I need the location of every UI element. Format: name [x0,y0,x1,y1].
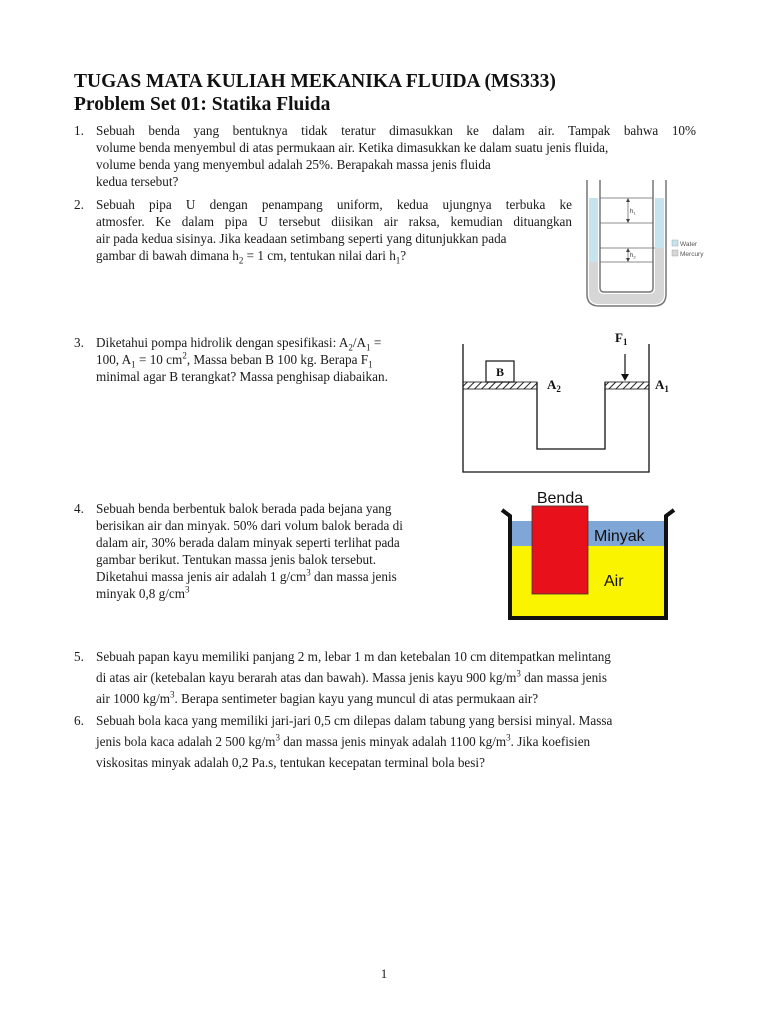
problem-5-line-1: Sebuah papan kayu memiliki panjang 2 m, lebar 1 m dan ketebalan 10 cm ditempatkan melintang [96,649,611,664]
problem-1-line-2: volume benda menyembul di atas permukaan air. Ketika dimasukkan ke dalam suatu jenis fluida, [96,140,609,155]
problem-4-line-5: Diketahui massa jenis air adalah 1 $g/cm^3$ dan massa jenis [96,567,397,584]
legend-mercury-swatch [672,250,678,256]
problem-6-line-1: Sebuah bola kaca yang memiliki jari-jari 0,5 cm dilepas dalam tabung yang bersisi minyal. Massa [96,713,613,728]
utube-outline [587,180,666,306]
load-b-label: B [495,365,505,379]
problem-1-line-1: Sebuah benda yang bentuknya tidak teratur dimasukkan ke dalam air. Tampak bahwa 10% [96,123,696,138]
benda-label: Benda [536,490,584,507]
water-left [589,198,598,262]
legend-water-swatch [672,240,678,246]
problem-3-line-1: Diketahui pompa hidrolik dengan spesifikasi: $A_2/A_1$ = [96,335,382,353]
problem-4-line-3: dalam air, 30% berada dalam minyak seperti terlihat pada [96,535,400,550]
problem-4-line-4: gambar berikut. Tentukan massa jenis balok tersebut. [96,552,377,567]
problem-6-number: 6. [74,713,84,728]
problem-2-line-4: gambar di bawah dimana $h_2 = 1$ cm, tentukan nilai dari $h_1$? [96,248,407,266]
minyak-label: Minyak [594,528,645,545]
hydraulic-figure [455,330,685,480]
legend-mercury-label: Mercury [680,251,704,258]
benda-block [532,506,588,594]
problem-2-line-2: atmosfer. Ke dalam pipa U tersebut diisikan air raksa, kemudian dituangkan [96,214,572,229]
f1-label: $F_1$ [615,330,628,347]
problem-2-line-3: air pada kedua sisinya. Jika keadaan setimbang seperti yang ditunjukkan pada [96,231,507,246]
problem-3-line-2: 100, $A_1 = 10$ $cm^2$, Massa beban B 100 kg. Berapa $F_1$ [96,350,373,370]
course-title: TUGAS MATA KULIAH MEKANIKA FLUIDA (MS333) [74,71,556,92]
utube-figure [580,176,715,316]
problem-6-line-3: viskositas minyak adalah 0,2 Pa.s, tentukan kecepatan terminal bola besi? [96,755,485,770]
air-label: Air [604,573,624,590]
a1-label: $A_1$ [655,377,669,394]
page-number: 1 [380,966,388,981]
problem-5-number: 5. [74,649,84,664]
problem-1-number: 1. [74,123,84,138]
problem-1-line-4: kedua tersebut? [96,174,179,189]
piston-a1 [605,382,649,389]
problem-4-number: 4. [74,501,84,516]
water-right [655,198,664,248]
problem-3-line-3: minimal agar B terangkat? Massa penghisap diabaikan. [96,369,388,384]
problem-6-line-2: jenis bola kaca adalah 2 500 $kg/m^3$ dan massa jenis minyak adalah 1100 $kg/m^3$. Jika koefisien [96,732,591,749]
a2-label: $A_2$ [547,377,561,394]
problem-2-number: 2. [74,197,84,212]
vessel-figure [498,486,678,624]
problem-4-line-6: minyak 0,8 $g/cm^3$ [96,584,190,601]
h1-label: $h_1$ [630,209,636,216]
problem-5-line-2: di atas air (ketebalan kayu berarah atas dan bawah). Massa jenis kayu 900 $kg/m^3$ dan massa jenis [96,668,607,685]
legend-water-label: Water [680,241,698,248]
problem-set-title: Problem Set 01: Statika Fluida [74,94,331,115]
piston-a2 [463,382,537,389]
problem-5-line-3: air 1000 $kg/m^3$. Berapa sentimeter bagian kayu yang muncul di atas permukaan air? [96,689,539,706]
problem-1-line-3: volume benda yang menyembul adalah 25%. Berapakah massa jenis fluida [96,157,491,172]
problem-3-number: 3. [74,335,84,350]
problem-4-line-1: Sebuah benda berbentuk balok berada pada bejana yang [96,501,392,516]
h2-label: $h_2$ [630,253,636,260]
problem-4-line-2: berisikan air dan minyak. 50% dari volum balok berada di [96,518,403,533]
problem-2-line-1: Sebuah pipa U dengan penampang uniform, kedua ujungnya terbuka ke [96,197,572,212]
document-title [74,70,556,116]
